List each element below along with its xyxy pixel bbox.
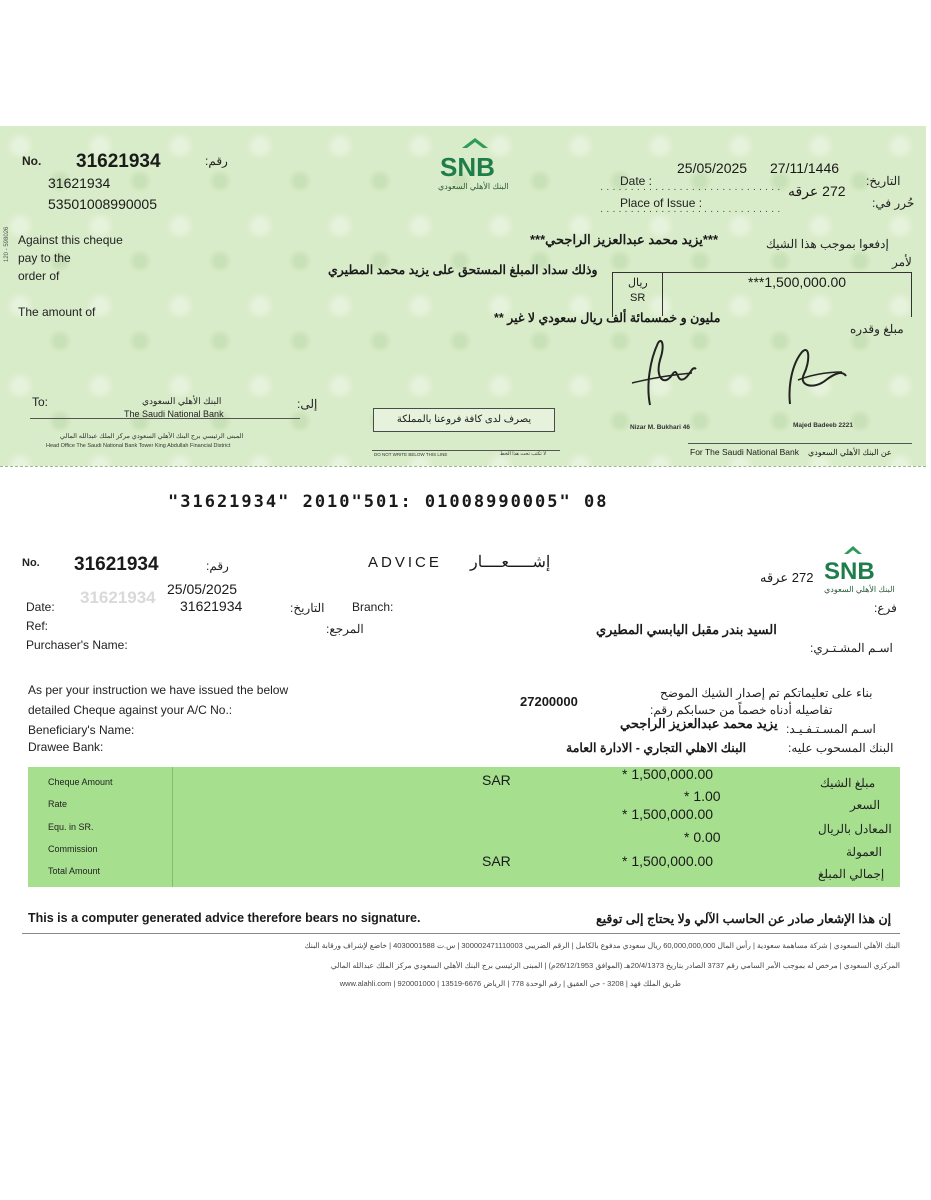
row-ar-commission: العمولة	[846, 845, 883, 859]
row-value-total: * 1,500,000.00	[622, 853, 714, 869]
to-line	[30, 418, 300, 419]
drawee-label: Drawee Bank:	[28, 740, 104, 754]
amount-of-label: The amount of	[18, 305, 96, 319]
date-hijri: 27/11/1446	[770, 160, 840, 176]
advice-ref-number: 31621934	[180, 598, 243, 614]
date-dotted-line: · · · · · · · · · · · · · · · · · · · · · · · · · · · · · ·	[600, 184, 781, 195]
sr-label: SR	[630, 292, 646, 304]
advice-date-label: Date:	[26, 600, 55, 614]
amount-in-words: مليون و خمسمائة ألف ريال سعودي لا غير **	[494, 311, 721, 325]
advice-no-value: 31621934	[74, 554, 159, 575]
snb-logo: SNB	[440, 152, 495, 182]
side-code: 120 - 598026	[4, 226, 10, 262]
row-label-rate: Rate	[48, 799, 68, 809]
signature-1-icon	[620, 335, 700, 413]
footer-line-3: طريق الملك فهد | 3208 - حي العقيق | رقم الوحدة 778 | الرياض 6676-13519 | 920001000 | www.alahli.com	[339, 979, 681, 988]
place-label: Place of Issue :	[620, 196, 703, 210]
row-currency-cheque-amount: SAR	[482, 772, 511, 788]
micr-line: "31621934" 2010"501: 01008990005" 08	[168, 492, 609, 512]
advice-date-value: 25/05/2025	[167, 581, 238, 597]
amounts-panel-divider	[172, 767, 173, 887]
advice-no-label: No.	[22, 557, 40, 569]
amounts-panel	[28, 767, 900, 887]
snb-logo-subtitle: البنك الأهلي السعودي	[438, 182, 509, 191]
advice-title-en: ADVICE	[368, 554, 442, 571]
amount-figures: ***1,500,000.00	[748, 274, 847, 290]
do-not-write-en: DO NOT WRITE BELOW THIS LINE	[374, 452, 448, 457]
pay-ar-label: إدفعوا بموجب هذا الشيك	[766, 237, 889, 251]
cheque-perforation	[0, 466, 926, 467]
head-office-en: Head Office The Saudi National Bank Tower King Abdullah Financial District	[46, 443, 231, 449]
footer-line-2: المركزي السعودي | مرخص له بموجب الأمر السامي رقم 3737 الصادر بتاريخ 20/4/1373هـ (الموافق 26/12/1953م) | المبنى الرئيسي برج البنك الأهلي السعودي مركز الملك عبدالله المالي	[330, 961, 900, 970]
pay-to-label: pay to the	[18, 251, 71, 265]
signatory-1: Nizar M. Bukhari 46	[630, 424, 690, 431]
date-label: Date :	[620, 174, 653, 188]
account-number: 27200000	[520, 694, 578, 709]
for-bank-line	[688, 443, 912, 444]
cheque-no-label: No.	[22, 154, 42, 168]
drawee-value: البنك الاهلي التجاري - الادارة العامة	[566, 741, 747, 755]
bank-ar-name: البنك الأهلي السعودي	[142, 396, 222, 406]
bank-en-name: The Saudi National Bank	[124, 409, 224, 419]
row-ar-cheque-amount: مبلغ الشيك	[820, 776, 876, 790]
row-currency-total: SAR	[482, 853, 511, 869]
for-bank-en: For The Saudi National Bank	[690, 447, 799, 457]
to-label: To:	[32, 395, 49, 409]
purchaser-label: Purchaser's Name:	[26, 638, 128, 652]
row-label-cheque-amount: Cheque Amount	[48, 777, 113, 787]
footer-line-1: البنك الأهلي السعودي | شركة مساهمة سعودية | رأس المال 60,000,000,000 ريال سعودي مدفوع بالكامل | الرقم الضريبي 300002471110003 | س.ت 4030001588 | خاضع لإشراف ورقابة البنك	[304, 941, 900, 950]
cheque-memo: وذلك سداد المبلغ المستحق على يزيد محمد المطيري	[328, 263, 598, 277]
head-office-ar: المبنى الرئيسي برج البنك الأهلي السعودي مركز الملك عبدالله المالي	[60, 433, 244, 440]
advice-date-ar: التاريخ:	[290, 601, 325, 615]
beneficiary-ar-label: اسـم المسـتـفـيـد:	[786, 722, 876, 736]
row-value-rate: * 1.00	[684, 788, 721, 804]
no-signature-ar: إن هذا الإشعار صادر عن الحاسب الآلي ولا يحتاج إلى توقيع	[596, 912, 892, 926]
against-cheque-label: Against this cheque	[18, 233, 123, 247]
riyal-label: ريال	[628, 277, 648, 289]
place-value: 272 عرقه	[788, 183, 846, 199]
cheque-raqam-label: رقم:	[205, 154, 228, 168]
row-label-equ: Equ. in SR.	[48, 822, 94, 832]
order-of-label: order of	[18, 269, 60, 283]
footer-separator	[22, 933, 900, 934]
advice-snb-logo-subtitle: البنك الأهلي السعودي	[824, 585, 895, 594]
order-ar-label: لأمر	[892, 255, 912, 269]
cheque-no-value: 31621934	[76, 151, 161, 172]
place-ar-label: حُرر في:	[872, 196, 915, 210]
beneficiary-value: يزيد محمد عبدالعزيز الراجحي	[620, 716, 778, 731]
row-ar-total: إجمالي المبلغ	[818, 867, 885, 881]
advice-snb-logo: SNB	[824, 558, 875, 585]
cheque-ref1: 31621934	[48, 175, 111, 191]
instruction-ar-1: بناء على تعليماتكم تم إصدار الشيك الموضح	[660, 686, 873, 700]
date-gregorian: 25/05/2025	[677, 160, 748, 176]
purchaser-value: السيد بندر مقبل اليابسي المطيري	[596, 622, 777, 637]
instruction-ar-2: تفاصيله أدناه خصماً من حسابكم رقم:	[650, 703, 833, 717]
date-ar-label: التاريخ:	[866, 174, 901, 188]
branch-ar-label: فرع:	[874, 601, 897, 615]
row-value-commission: * 0.00	[684, 829, 721, 845]
advice-place-value: 272 عرقه	[760, 570, 814, 585]
instruction-line-2: detailed Cheque against your A/C No.:	[28, 703, 233, 717]
signature-2-icon	[780, 346, 850, 408]
for-bank-ar: عن البنك الأهلي السعودي	[808, 448, 892, 457]
beneficiary-label: Beneficiary's Name:	[28, 723, 135, 737]
advice-raqam-label: رقم:	[206, 559, 229, 573]
drawee-ar-label: البنك المسحوب عليه:	[788, 741, 894, 755]
purchaser-ar-label: اسـم المشـتـري:	[810, 641, 893, 655]
row-label-commission: Commission	[48, 844, 98, 854]
no-signature-en: This is a computer generated advice therefore bears no signature.	[28, 911, 421, 925]
ref-label: Ref:	[26, 619, 49, 633]
row-value-cheque-amount: * 1,500,000.00	[622, 766, 714, 782]
row-value-equ: * 1,500,000.00	[622, 806, 714, 822]
signatory-2: Majed Badeeb 2221	[793, 422, 853, 429]
ila-label: إلى:	[297, 397, 318, 411]
row-ar-equ: المعادل بالريال	[818, 822, 892, 836]
do-not-write-ar: لا تكتب تحت هذا الخط	[500, 451, 547, 457]
cheque-ref2: 53501008990005	[48, 196, 158, 212]
row-label-total: Total Amount	[48, 866, 101, 876]
place-dotted-line: · · · · · · · · · · · · · · · · · · · · · · · · · · · · · ·	[600, 206, 781, 217]
branch-label: Branch:	[352, 600, 394, 614]
instruction-line-1: As per your instruction we have issued the below	[28, 683, 289, 697]
advice-snb-logo-mark-icon	[844, 546, 862, 558]
payee-name: ***يزيد محمد عبدالعزيز الراجحي***	[530, 232, 719, 247]
ref-ar-label: المرجع:	[326, 622, 364, 636]
notice-box: يصرف لدى كافة فروعنا بالمملكة	[373, 408, 555, 432]
amount-ar-label: مبلغ وقدره	[850, 322, 904, 336]
row-ar-rate: السعر	[850, 798, 881, 812]
advice-faded-no: 31621934	[80, 588, 156, 607]
advice-title-ar: إشـــــعــــار	[470, 554, 551, 571]
